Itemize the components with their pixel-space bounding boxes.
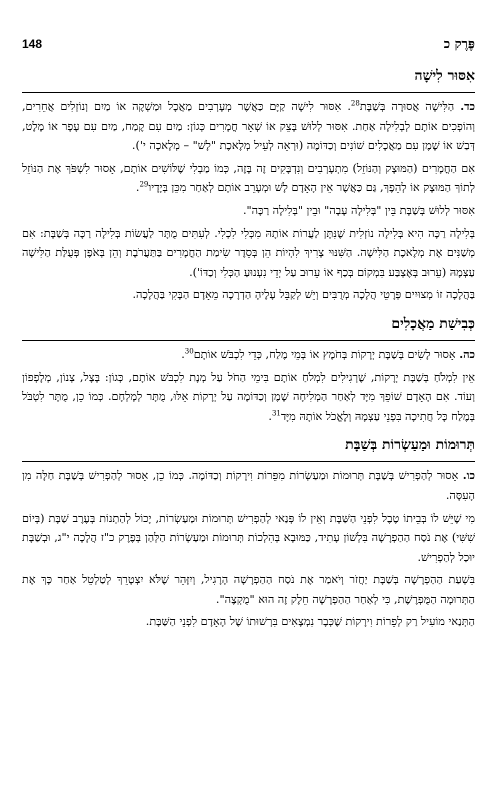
page-number: 148 bbox=[22, 37, 43, 51]
paragraph-text: אִסּוּר לְלוּשׁ בְּשַׁבָּת בֵּין "בְּלִילָה עָבָה" וּבֵין "בְּלִילָה רַכָּה". bbox=[242, 203, 475, 217]
paragraph-text: אֵין לִמְלֹחַ בְּשַׁבָּת יְרָקוֹת, שֶׁרְגִילִים לִמְלֹחַ אוֹתָם בִּימֵי הַחֹל עַל מְנָת לִכְבֹּשׁ אוֹתָם, כְּגוֹן: בָּצָל, צְנוֹן, מְלָפְפוֹן וְעוֹד. אִם הָאָדָם שׁוֹפֵךְ מִיָּד לְאַחַר הַמְלִיחָה שֶׁמֶן וְכַדּוֹמֶה עַל יְרָקוֹת אֵלּוּ, מֻתָּר לְמָלְחָם. כְּמוֹ כֵן, מֻתָּר לִטְבֹּל בְּמֶלַח כָּל חֲתִיכָה בִּפְנֵי עַצְמָהּ וְלֶאֱכֹל אוֹתָהּ מִיָּד bbox=[22, 370, 475, 423]
chapter-title: פֶּרֶק כ bbox=[443, 37, 475, 52]
paragraph-text: בַּהֲלָכָה זוֹ מְצוּיִים פְּרָטֵי הֲלָכָה מְרֻבִּים וְיֵשׁ לְקַבֵּל עָלֶיהָ הַדְרָכָה מֵאָדָם הַבָּקִי בַּהֲלָכָה. bbox=[132, 288, 475, 302]
paragraph bbox=[22, 159, 475, 198]
paragraph bbox=[22, 285, 475, 305]
paragraph-text: . אִסּוּר לִישָׁה קַיָּם כַּאֲשֶׁר מְעָרְבִים מַאֲכָל וּמַשְׁקֶה אוֹ מַיִם וְנוֹזְלִים אֲחֵרִים, וְהוֹפְכִים אוֹתָם לְבְלִילָה אַחַת. אִסּוּר לְלוּשׁ בָּצֵק אוֹ שְׁאָר חֳמָרִים כְּגוֹן: מַיִם עִם קֶמַח, מַיִם עִם עָפָר אוֹ מֶלֶט, דְּבַשׁ אוֹ שֶׁמֶן עִם מַאֲכָלִים שׁוֹנִים וְכַדּוֹמֶה (וּרְאֵה לְעֵיל מְלֶאכֶת "לָשׁ" – מְלָאכָה י'). bbox=[22, 100, 475, 153]
footnote-marker: 29 bbox=[139, 180, 149, 189]
paragraph-text: בְּלִילָה רַכָּה הִיא בְּלִילָה נוֹזְלִית שֶׁנִּתָּן לַעֲרוֹת אוֹתָהּ מִכְּלִי לִכְלִי. לְעִתִּים מֻתָּר לַעֲשׂוֹת בְּלִילָה רַכָּה בְּשַׁבָּת: אִם מְשַׁנִּים אֶת מְלֶאכֶת הַלִּישָׁה. הַשִּׁנּוּי צָרִיךְ לִהְיוֹת הֵן בְּסֵדֶר שִׂימַת הַחֳמָרִים בַּתַּעֲרֹבֶת וְהֵן בְּאֹפֶן פְּעֻלַּת הַלִּישָׁה עַצְמָהּ (עֵרוּב בְּאֶצְבַּע בִּמְקוֹם בְּכַף אוֹ עֵרוּב עַל יְדֵי נִעְנוּעַ הַכְּלִי וְכַדּוֹ'). bbox=[22, 226, 475, 279]
paragraph bbox=[22, 570, 475, 609]
paragraph bbox=[22, 224, 475, 283]
paragraph-text: . bbox=[135, 181, 140, 195]
paragraph bbox=[22, 612, 475, 632]
footnote-marker: 28 bbox=[350, 99, 360, 108]
paragraph-text: אָסוּר לָשִׂים בְּשַׁבָּת יְרָקוֹת בְּחֹמֶץ אוֹ בְּמֵי מֶלַח, כְּדֵי לִכְבֹּשׁ אוֹתָם bbox=[193, 347, 460, 361]
page-content bbox=[22, 66, 475, 635]
section-title: אִסּוּר לִישָׁה bbox=[22, 66, 475, 93]
paragraph-text: . bbox=[181, 347, 185, 361]
paragraph-text: בִּשְׁעַת הַהַפְרָשָׁה בְּשַׁבָּת יַחֲזֹר וְיֹאמַר אֶת נֹסַח הַהַפְרָשָׁה הָרָגִיל, וְיִזָּהֵר שֶׁלֹּא יִצְטָרֵךְ לְטַלְטֵל אַחַר כָּךְ אֶת הַתְּרוּמָה הַמֻּפְרֶשֶׁת, כִּי לְאַחַר הַהַפְרָשָׁה חֵלֶק זֶה הוּא "מֻקְצֶה". bbox=[22, 573, 475, 606]
paragraph-text: הַלִּישָׁה אֲסוּרָה בְּשַׁבָּת bbox=[359, 100, 461, 113]
paragraph bbox=[22, 368, 475, 427]
paragraph-number: כה. bbox=[459, 346, 475, 361]
paragraph-text: אִם הַחֳמָרִים (הַמּוּצָק וְהַנּוֹזֵל) מִתְעָרְבִים וְנִדְבָּקִים זֶה בָּזֶה, כְּמוֹ מַבְלִי שֶׁלּוֹשִׁים אוֹתָם, אָסוּר לִשְׁפֹּךְ אֶת הַנּוֹזֵל לְתוֹךְ הַמּוּצָק אוֹ לְהֵפֶךְ, גַּם כַּאֲשֶׁר אֵין הָאָדָם לָשׁ וּמְעָרֵב אוֹתָם לְאַחַר מִכֵּן בְּיָדָיו bbox=[22, 161, 475, 195]
paragraph-text: הַתְּנַאי מוֹעִיל רַק לְפֵרוֹת וִירָקוֹת שֶׁכְּבָר נִמְצָאִים בִּרְשׁוּתוֹ שֶׁל הָאָדָם לִפְנֵי הַשַּׁבָּת. bbox=[145, 615, 475, 629]
paragraph-number: כו. bbox=[462, 468, 475, 483]
paragraph bbox=[22, 509, 475, 568]
paragraph-number: כד. bbox=[460, 99, 475, 113]
running-header bbox=[22, 34, 475, 54]
paragraph bbox=[22, 97, 475, 156]
paragraph bbox=[22, 345, 475, 365]
paragraph bbox=[22, 201, 475, 221]
footnote-marker: 31 bbox=[271, 408, 281, 417]
paragraph-text: . bbox=[268, 409, 272, 423]
paragraph-text: אָסוּר לְהַפְרִישׁ בְּשַׁבָּת תְּרוּמוֹת וּמַעַשְׂרוֹת מִפֵּרוֹת וִירָקוֹת וְכַדּוֹמֶה. כְּמוֹ כֵן, אָסוּר לְהַפְרִישׁ בְּשַׁבָּת חַלָּה מִן הָעִסָּה. bbox=[22, 469, 475, 502]
paragraph bbox=[22, 466, 475, 505]
footnote-marker: 30 bbox=[184, 347, 194, 356]
section-title: כְּבִישַׁת מַאֲכָלִים bbox=[22, 314, 475, 341]
section-title: תְּרוּמוֹת וּמַעַשְׂרוֹת בְּשַׁבָּת bbox=[22, 435, 475, 462]
paragraph-text: מִי שֶׁיֵּשׁ לוֹ בְּבֵיתוֹ טֶבֶל לִפְנֵי הַשַּׁבָּת וְאֵין לוֹ פְּנַאי לְהַפְרִישׁ תְּרוּמוֹת וּמַעַשְׂרוֹת, יָכוֹל לְהַתְנוֹת בְּעֶרֶב שַׁבָּת (בְּיוֹם שִׁשִּׁי) אֶת נֹסַח הַהַפְרָשָׁה בִּלְשׁוֹן עָתִיד, כַּמּוּבָא בְּהִלְכוֹת תְּרוּמוֹת וּמַעַשְׂרוֹת הַלְּהַן בְּפֶרֶק כ"ז הֲלָכָה י"ג, וּבְשַׁבָּת יוּכַל לְהַפְרִישׁ. bbox=[22, 511, 475, 564]
